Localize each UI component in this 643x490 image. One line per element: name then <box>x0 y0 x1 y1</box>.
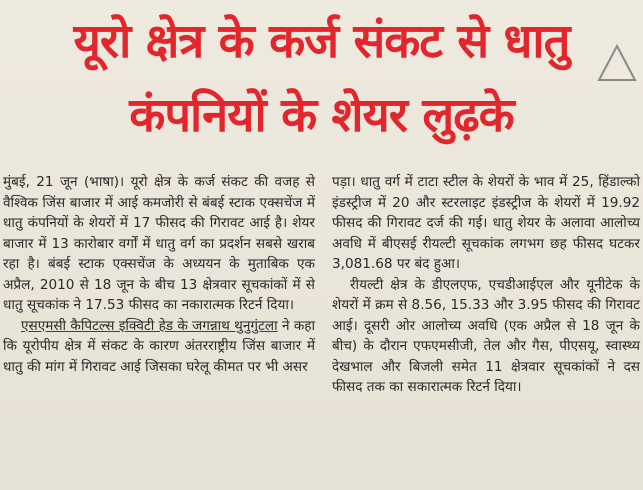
headline-line-1: यूरो क्षेत्र के कर्ज संकट से धातु <box>73 14 570 69</box>
article-column-right <box>332 172 640 398</box>
headline-line-2: कंपनियों के शेयर लुढ़के <box>129 88 514 143</box>
article-paragraph: रीयल्टी क्षेत्र के डीएलएफ, एचडीआईएल और यूनीटेक के शेयरों में क्रम से 8.56, 15.33 और 3.95 फीसद की गिरावट आई। दूसरी ओर आलोच्य अवधि (एक अप्रैल से 18 जून के बीच) के दौरान एफएमसीजी, तेल और गैस, पीएसयू, स्वास्थ्य देखभाल और बिजली समेत 11 क्षेत्रवार सूचकांकों ने दस फीसद तक का सकारात्मक रिटर्न दिया। <box>332 276 640 395</box>
article-paragraph: पड़ा। धातु वर्ग में टाटा स्टील के शेयरों के भाव में 25, हिंडाल्को इंडस्ट्रीज में 20 और स्टरलाइट इंडस्ट्रीज के शेयरों में 19.92 फीसद की गिरावट दर्ज की गई। धातु शेयर के अलावा आलोच्य अवधि में बीएसई रीयल्टी सूचकांक लगभग छह फीसद घटकर 3,081.68 पर बंद हुआ। <box>332 174 640 272</box>
article-text: ने कहा कि यूरोपीय क्षेत्र में संकट के कारण अंतरराष्ट्रीय जिंस बाजार में धातु की मांग में गिरावट आई जिसका घरेलू कीमत पर भी असर <box>3 317 316 375</box>
article-paragraph <box>3 316 315 378</box>
article-column-left <box>3 172 315 377</box>
article-paragraph: मुंबई, 21 जून (भाषा)। यूरो क्षेत्र के कर्ज संकट की वजह से वैश्विक जिंस बाजार में आई कमजोरी से बंबई स्टाक एक्सचेंज में धातु कंपनियों के शेयरों में 17 फीसद की गिरावट आई है। शेयर बाजार में 13 कारोबार वर्गों में धातु वर्ग का प्रदर्शन सबसे खराब रहा है। बंबई स्टाक एक्सचेंज के अध्ययन के मुताबिक एक अप्रैल, 2010 से 18 जून के बीच 13 क्षेत्रवार सूचकांकों में से धातु सूचकांक ने 17.53 फीसद का नकारात्मक रिटर्न दिया। <box>3 174 315 313</box>
underlined-text: एसएमसी कैपिटल्स इक्विटी हेड के जगन्नाथ थुनुगुंटला <box>21 317 278 334</box>
